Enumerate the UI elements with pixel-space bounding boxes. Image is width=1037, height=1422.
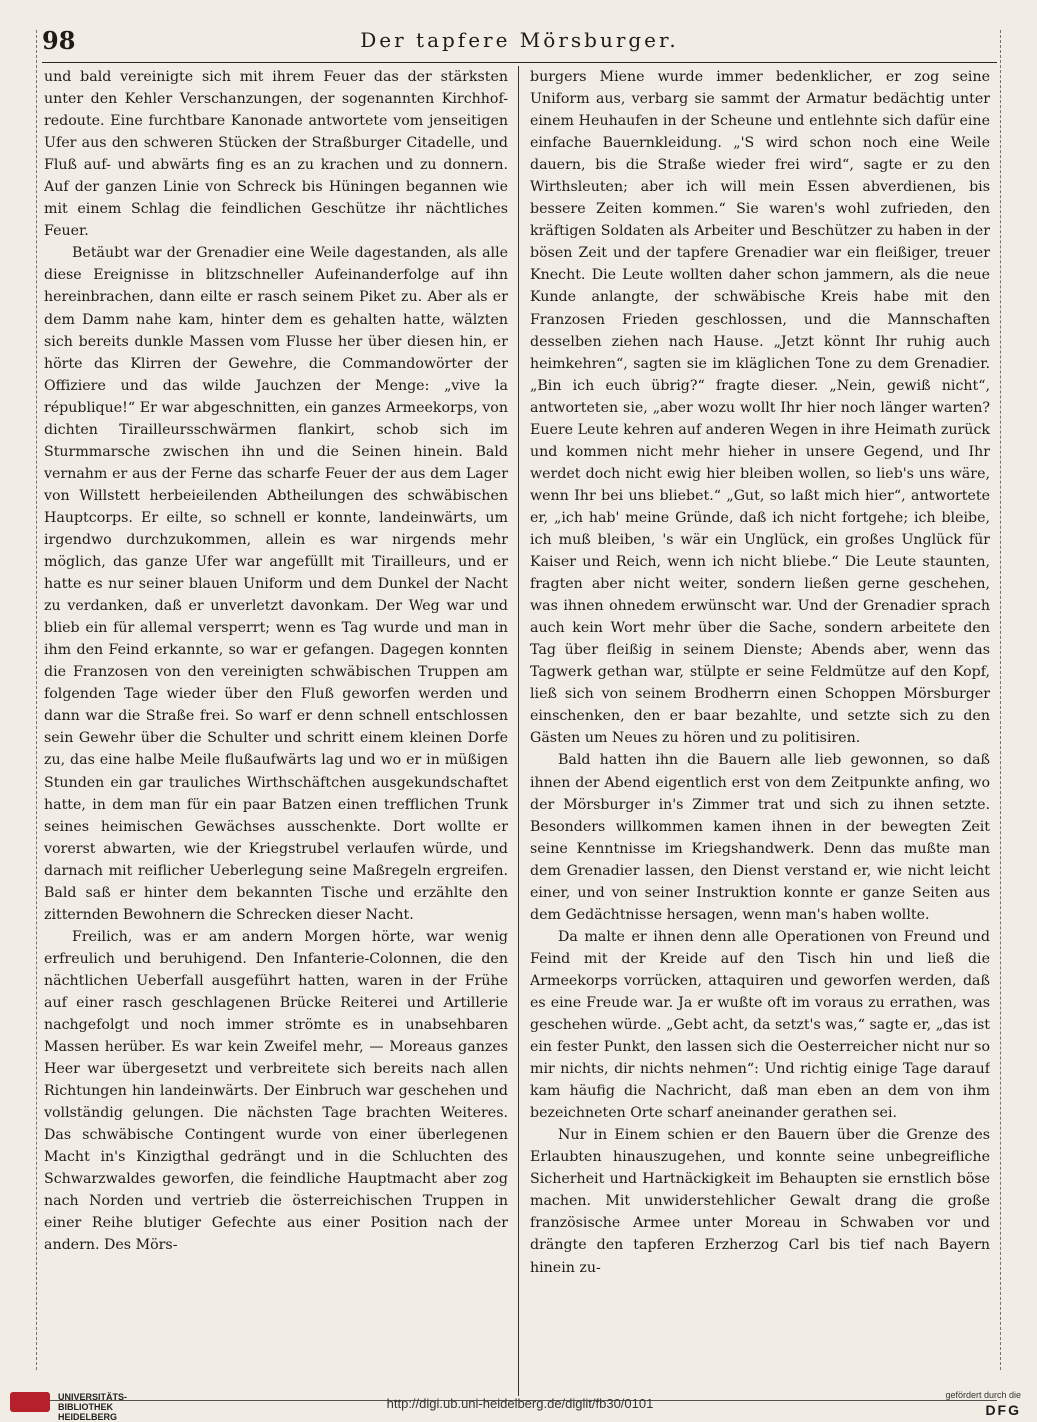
left-paragraph: und bald vereinigte sich mit ihrem Feuer das der stärksten unter den Kehler Verschanzungen, der sogenannten Kirchhof-redoute. Eine furchtbare Kanonade antwortete vom jenseitigen Ufer aus den schweren Stücken der Straßburger Citadelle, und Fluß auf- und abwärts fing es an zu krachen und zu donnern. Auf der ganzen Linie von Schreck bis Hüningen begannen wie mit einem Schlag die feindlichen Geschütze ihr nächtliches Feuer. xyxy=(44,69,508,240)
right-margin-rule xyxy=(1000,30,1002,1370)
funding-text: gefördert durch die xyxy=(945,1390,1021,1400)
column-divider xyxy=(518,66,519,1396)
right-column xyxy=(530,66,990,1396)
page-number: 98 xyxy=(42,26,76,55)
left-paragraph: Betäubt war der Grenadier eine Weile dagestanden, als alle diese Ereignisse in blitzschneller Aufeinanderfolge auf ihn hereinbrachen, dann eilte er rasch seinem Piket zu. Aber als er dem Damm nahe kam, hinter dem es gehalten hatte, wälzten sich bereits dunkle Massen vom Flusse her über diesen hin, er hörte das Klirren der Gewehre, die Commandowörter der Offiziere und das wilde Jauchzen der Menge: „vive la république!“ Er war abgeschnitten, ein ganzes Armeekorps, von dichten Tirailleursschwärmen flankirt, schob sich im Sturmmarsche zwischen ihn und die Seinen hinein. Bald vernahm er aus der Ferne das scharfe Feuer der aus dem Lager von Willstett herbeieilenden Abtheilungen des schwäbischen Hauptcorps. Er eilte, so schnell er konnte, landeinwärts, um irgendwo durchzukommen, allein es war nirgends mehr möglich, das ganze Ufer war angefüllt mit Tirailleurs, und er hatte es nur seiner blauen Uniform und dem Dunkel der Nacht zu verdanken, daß er unverletzt davonkam. Der Weg war und blieb ein für allemal versperrt; wenn es Tag wurde und man in ihm den Feind erkannte, so war er gefangen. Dagegen konnten die Franzosen von den vereinigten schwäbischen Truppen am folgenden Tage wieder über den Fluß geworfen werden und dann war die Straße frei. So warf er denn schnell entschlossen sein Gewehr über die Schulter und schritt einem kleinen Dorfe zu, das eine halbe Meile flußaufwärts lag und wo er in müßigen Stunden ein gar trauliches Wirthschäftchen ausgekundschaftet hatte, in dem man für ein paar Batzen einen trefflichen Trunk seines heimischen Gewächses ausschenkte. Dort wollte er vorerst abwarten, wie der Kriegstrubel verlaufen würde, und darnach mit reiflicher Ueberlegung seine Maßregeln ergreifen. Bald saß er hinter dem bekannten Tische und erzählte den zitternden Bewohnern die Schrecken dieser Nacht. xyxy=(44,245,508,923)
library-name-line: HEIDELBERG xyxy=(58,1412,118,1422)
library-logo-icon xyxy=(10,1392,50,1412)
library-name-line: UNIVERSITÄTS- xyxy=(58,1392,128,1402)
running-title: Der tapfere Mörsburger. xyxy=(360,28,679,52)
library-name-line: BIBLIOTHEK xyxy=(58,1402,113,1412)
left-column xyxy=(44,66,508,1396)
dfg-logo: DFG xyxy=(985,1402,1021,1418)
source-url-link[interactable]: http://digi.ub.uni-heidelberg.de/diglit/fb30/0101 xyxy=(386,1396,654,1411)
right-paragraph: burgers Miene wurde immer bedenklicher, er zog seine Uniform aus, verbarg sie sammt der Armatur bedächtig unter einem Heuhaufen in der Scheune und entlehnte sich dafür eine einfache Bauernkleidung. „'S wird schon noch eine Weile dauern, bis die Straße wieder frei wird“, sagte er zu den Wirthsleuten; aber ich will mein Essen abverdienen, bis bessere Zeiten kommen.“ Sie waren's wohl zufrieden, den kräftigen Soldaten als Arbeiter und Beschützer zu haben in der bösen Zeit und der tapfere Grenadier war ein fleißiger, treuer Knecht. Die Leute wollten daher schon jammern, als die neue Kunde anlangte, der schwäbische Kreis habe mit den Franzosen Frieden geschlossen, und die Mannschaften desselben ziehen nach Hause. „Jetzt könnt Ihr ruhig auch heimkehren“, sagten sie im kläglichen Tone zu dem Grenadier. „Bin ich euch übrig?“ fragte dieser. „Nein, gewiß nicht“, antworteten sie, „aber wozu wollt Ihr hier noch länger warten? Euere Leute kehren auf anderen Wegen in ihre Heimath zurück und kommen nicht mehr hieher in unsere Gegend, und Ihr werdet doch nicht ewig hier bleiben wollen, so lieb's uns wäre, wenn Ihr bei uns bliebet.“ „Gut, so laßt mich hier“, antwortete er, „ich hab' meine Gründe, daß ich nicht fortgehe; ich bleibe, ich muß bleiben, 's wär ein Unglück, ein großes Unglück für Kaiser und Reich, wenn ich nicht bliebe.“ Die Leute staunten, fragten aber nicht weiter, sondern ließen gerne geschehen, was ihnen ohnedem erwünscht war. Und der Grenadier sprach auch kein Wort mehr über die Sache, sondern arbeitete den Tag über fleißig in seinem Dienste; Abends aber, wenn das Tagwerk gethan war, stülpte er seine Feldmütze auf den Kopf, ließ sich von seinem Brodherrn einen Schoppen Mörsburger einschenken, den er baar bezahlte, und setzte sich zu den Gästen um Neues zu hören und zu politisiren. xyxy=(530,69,990,747)
right-paragraph: Nur in Einem schien er den Bauern über die Grenze des Erlaubten hinauszugehen, und konnte seine unbegreifliche Sicherheit und Hartnäckigkeit im Behaupten sie ernstlich böse machen. Mit unwiderstehlicher Gewalt drang die große französische Armee unter Moreau in Schwaben vor und drängte den tapferen Erzherzog Carl bis tief nach Bayern hinein zu- xyxy=(530,1127,990,1276)
left-paragraph: Freilich, was er am andern Morgen hörte, war wenig erfreulich und beruhigend. Den Infanterie-Colonnen, die den nächtlichen Ueberfall ausgeführt hatten, waren in der Frühe auf einer rasch geschlagenen Brücke Reiterei und Artillerie nachgefolgt und noch immer strömte es in unabsehbaren Massen herüber. Es war kein Zweifel mehr, — Moreaus ganzes Heer war übergesetzt und verbreitete sich bereits nach allen Richtungen hin landeinwärts. Der Einbruch war geschehen und vollständig gelungen. Die nächsten Tage brachten Weiteres. Das schwäbische Contingent wurde von einer überlegenen Macht in's Kinzigthal gedrängt und in die Schluchten des Schwarzwaldes geworfen, die feindliche Hauptmacht aber zog nach Norden und vertrieb die österreichischen Truppen in einer Reihe blutiger Gefechte aus einer Position nach der andern. Des Mörs- xyxy=(44,928,508,1254)
page-header xyxy=(42,26,997,63)
right-paragraph: Bald hatten ihn die Bauern alle lieb gewonnen, so daß ihnen der Abend eigentlich erst von dem Zeitpunkte anfing, wo der Mörsburger in's Zimmer trat und sich zu ihnen setzte. Besonders willkommen kamen ihnen in der bewegten Zeit seine Kenntnisse im Kriegshandwerk. Denn das mußte man dem Grenadier lassen, den Dienst verstand er, wie nicht leicht einer, und von seiner Instruktion konnte er ganze Seiten aus dem Gedächtnisse hersagen, wenn man's haben wollte. xyxy=(530,752,990,923)
left-margin-rule xyxy=(36,30,38,1370)
right-paragraph: Da malte er ihnen denn alle Operationen von Freund und Feind mit der Kreide auf den Tisch hin und ließ die Armeekorps vorrücken, attaquiren und geworfen werden, daß es eine Freude war. Ja er wußte oft im voraus zu errathen, was geschehen würde. „Gebt acht, da setzt's was,“ sagte er, „das ist ein fester Punkt, den lassen sich die Oesterreicher nicht nur so mir nichts, dir nichts nehmen“: Und richtig einige Tage darauf kam häufig die Nachricht, daß man eben an dem von ihm bezeichneten Orte scharf aneinander gerathen sei. xyxy=(530,928,990,1122)
